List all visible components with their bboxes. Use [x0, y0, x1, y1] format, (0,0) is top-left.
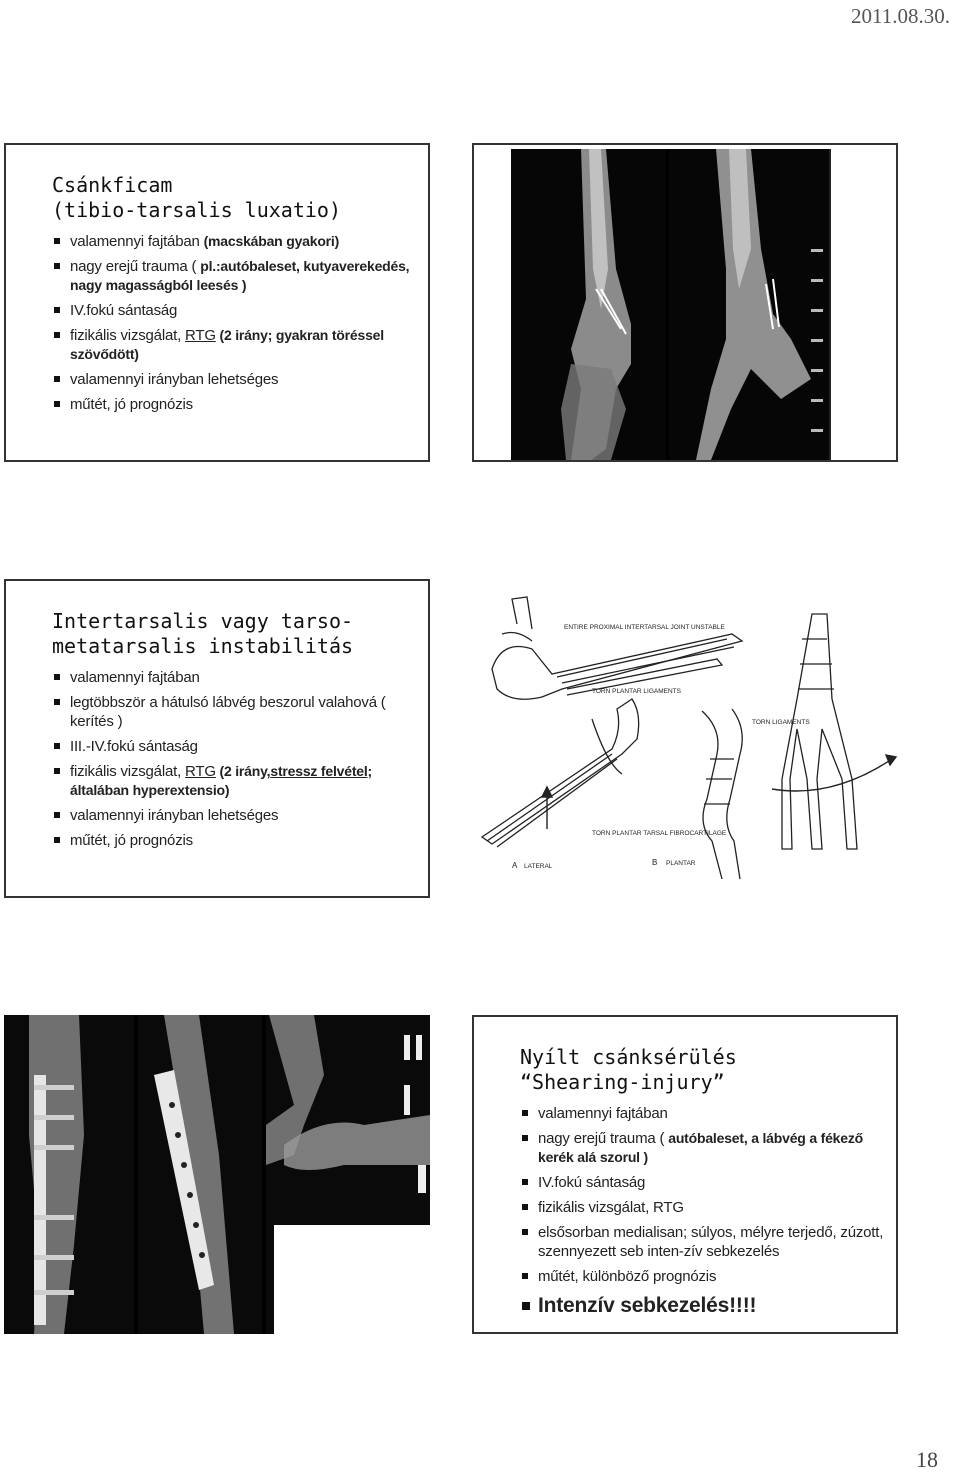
slide-title: Intertarsalis vagy tarso- metatarsalis instabilitás	[52, 609, 354, 658]
label-entire-proximal: ENTIRE PROXIMAL INTERTARSAL JOINT UNSTABLE	[564, 624, 725, 631]
bullet-item: valamennyi irányban lehetséges	[52, 806, 420, 825]
bullet-list	[52, 668, 420, 850]
label-torn-plantar-tarsal: TORN PLANTAR TARSAL FIBROCARTILAGE	[592, 830, 727, 837]
bullet-item: nagy erejű trauma ( pl.:autóbaleset, kutyaverekedés, nagy magasságból leesés )	[52, 257, 420, 295]
label-torn-plantar-ligaments: TORN PLANTAR LIGAMENTS	[592, 688, 681, 695]
bullet-item: elsősorban medialisan; súlyos, mélyre terjedő, zúzott, szennyezett seb inten-zív sebkezelés	[520, 1223, 888, 1261]
label-b: B	[652, 858, 658, 867]
slide-xray-luxatio	[472, 143, 898, 462]
xray-image-plate-fixation	[4, 1015, 430, 1334]
bullet-item: IV.fokú sántaság	[520, 1173, 888, 1192]
anatomy-diagram	[472, 579, 898, 898]
bullet-item: legtöbbször a hátulsó lábvég beszorul valahová ( kerítés )	[52, 693, 420, 731]
bullet-item: fizikális vizsgálat, RTG	[520, 1198, 888, 1217]
slide-title: Csánkficam (tibio-tarsalis luxatio)	[52, 173, 341, 222]
bullet-item: műtét, jó prognózis	[52, 395, 420, 414]
slide-nyilt-csanksereles	[472, 1015, 898, 1334]
bullet-item: valamennyi fajtában	[52, 668, 420, 687]
bullet-list	[52, 232, 420, 414]
xray-image-tibiotarsal	[511, 149, 831, 460]
bullet-item: IV.fokú sántaság	[52, 301, 420, 320]
label-plantar: PLANTAR	[666, 860, 696, 867]
slide-title: Nyílt csánksérülés “Shearing-injury”	[520, 1045, 737, 1094]
bullet-item-emphasis: Intenzív sebkezelés!!!!	[520, 1292, 888, 1320]
bullet-item: valamennyi fajtában (macskában gyakori)	[52, 232, 420, 251]
bullet-item: III.-IV.fokú sántaság	[52, 737, 420, 756]
bullet-item: valamennyi irányban lehetséges	[52, 370, 420, 389]
bullet-item: fizikális vizsgálat, RTG (2 irány; gyakran töréssel szövődött)	[52, 326, 420, 364]
bullet-list	[520, 1104, 888, 1320]
label-torn-ligaments: TORN LIGAMENTS	[752, 719, 810, 726]
slide-xray-plates	[4, 1015, 430, 1334]
page-number: 18	[916, 1447, 938, 1472]
bullet-item: műtét, különböző prognózis	[520, 1267, 888, 1286]
slide-intertarsalis	[4, 579, 430, 898]
bullet-item: műtét, jó prognózis	[52, 831, 420, 850]
slide-csankficam	[4, 143, 430, 462]
bullet-item: fizikális vizsgálat, RTG (2 irány,stressz felvétel; általában hyperextensio)	[52, 762, 420, 800]
bullet-item: valamennyi fajtában	[520, 1104, 888, 1123]
header-date: 2011.08.30.	[851, 4, 950, 28]
bullet-item: nagy erejű trauma ( autóbaleset, a lábvég a fékező kerék alá szorul )	[520, 1129, 888, 1167]
slide-instability-diagram	[472, 579, 898, 898]
label-a: A	[512, 861, 518, 870]
label-lateral: LATERAL	[524, 863, 553, 870]
